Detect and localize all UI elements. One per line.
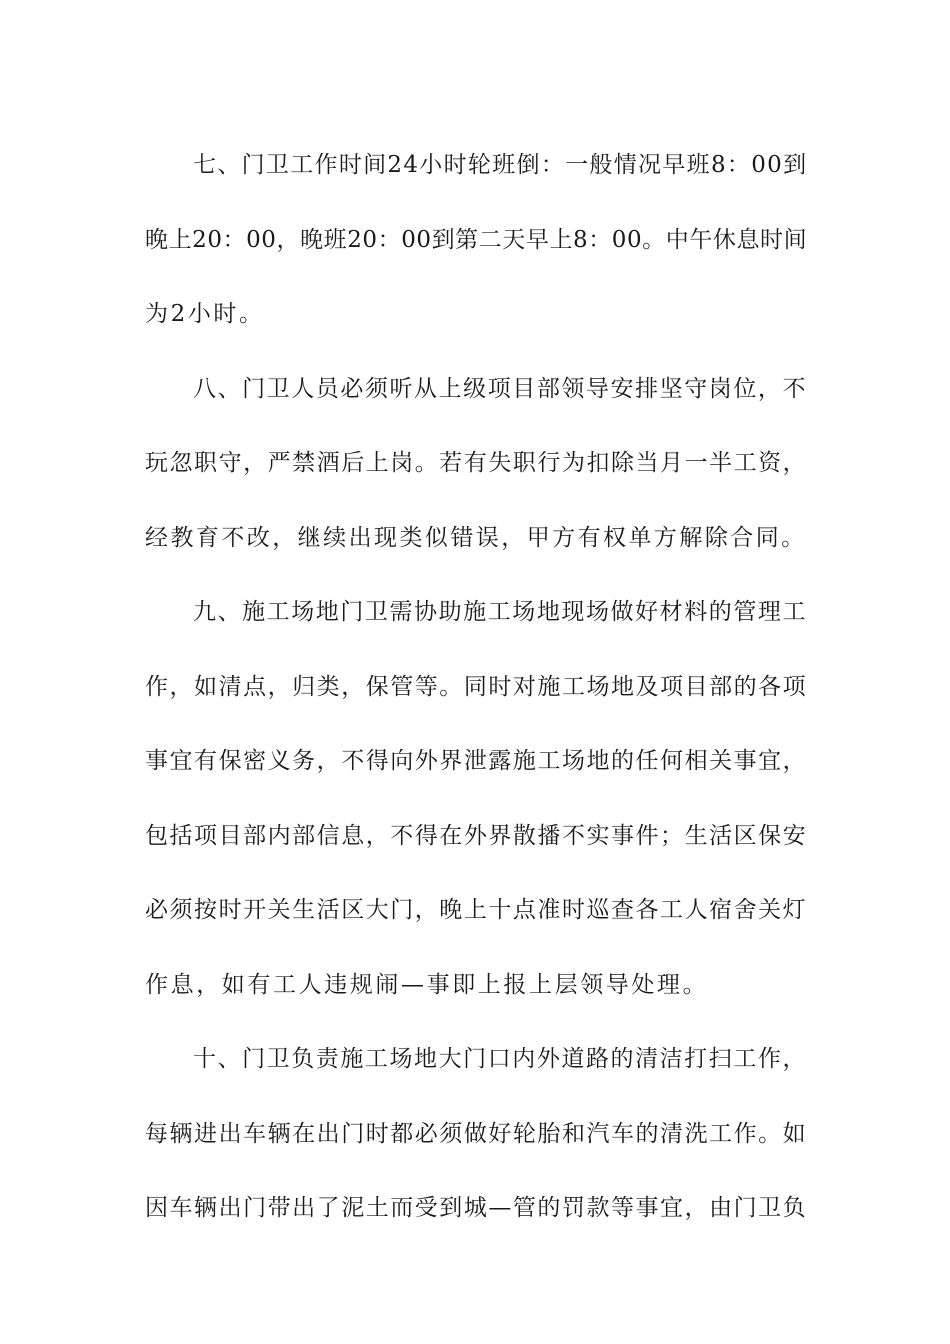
- text-line: 九、施工场地门卫需协助施工场地现场做好材料的管理工: [193, 599, 807, 625]
- text-line: 七、门卫工作时间24小时轮班倒：一般情况早班8：00到: [193, 152, 808, 178]
- paragraph-10: [145, 1022, 808, 1246]
- text-line: 作息，如有工人违规闹—事即上报上层领导处理。: [145, 971, 709, 998]
- text-line: 必须按时开关生活区大门，晚上十点准时巡查各工人宿舍关灯: [145, 897, 808, 923]
- paragraph-9: [145, 575, 808, 1022]
- document-body: [145, 128, 808, 1246]
- text-line: 作，如清点，归类，保管等。同时对施工场地及项目部的各项: [145, 673, 808, 700]
- text-line: 因车辆出门带出了泥土而受到城—管的罚款等事宜，由门卫负: [145, 1195, 808, 1221]
- paragraph-8: [145, 352, 808, 576]
- text-line: 玩忽职守，严禁酒后上岗。若有失职行为扣除当月一半工资，: [145, 450, 808, 476]
- text-line: 晚上20：00，晚班20：00到第二天早上8：00。中午休息时间: [145, 226, 808, 253]
- text-line: 八、门卫人员必须听从上级项目部领导安排坚守岗位，不: [193, 375, 807, 402]
- text-line: 经教育不改，继续出现类似错误，甲方有权单方解除合同。: [145, 524, 807, 551]
- text-line: 为2小时。: [145, 301, 265, 327]
- text-line: 每辆进出车辆在出门时都必须做好轮胎和汽车的清洗工作。如: [145, 1120, 808, 1147]
- text-line: 十、门卫负责施工场地大门口内外道路的清洁打扫工作，: [193, 1046, 807, 1072]
- text-line: 事宜有保密义务，不得向外界泄露施工场地的任何相关事宜，: [145, 748, 808, 774]
- paragraph-7: [145, 128, 808, 352]
- text-line: 包括项目部内部信息，不得在外界散播不实事件；生活区保安: [145, 822, 808, 849]
